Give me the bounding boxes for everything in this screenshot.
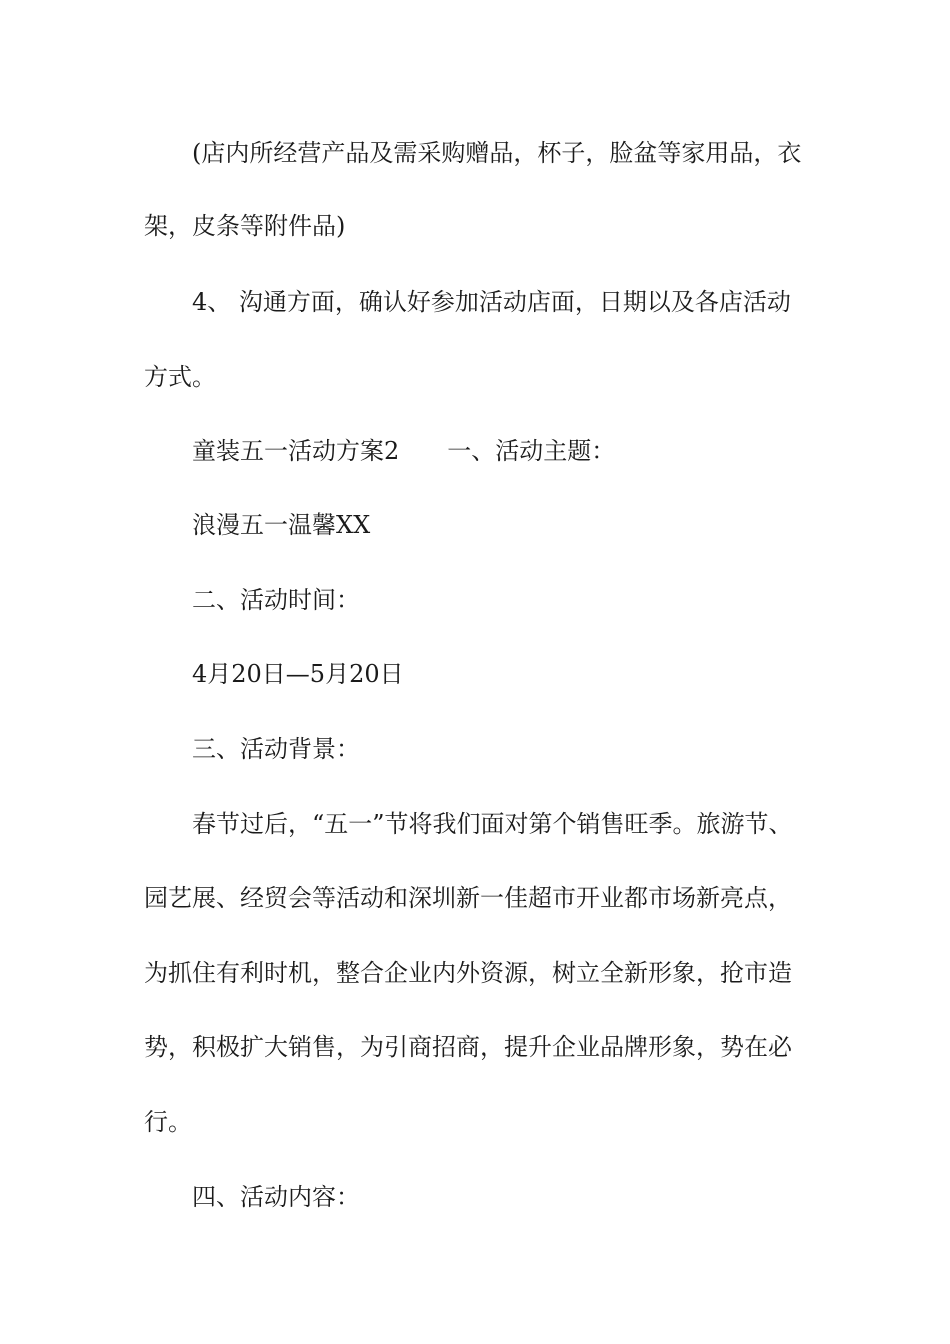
section-heading: 一、活动主题： [447,437,616,465]
paragraph-line: 园艺展、经贸会等活动和深圳新一佳超市开业都市场新亮点， [144,884,792,912]
paragraph-line: 为抓住有利时机，整合企业内外资源，树立全新形象，抢市造 [144,959,792,987]
section-heading: 二、活动时间： [192,586,360,614]
paragraph-line: 势，积极扩大销售，为引商招商，提升企业品牌形象，势在必 [144,1033,792,1061]
paragraph-line: 行。 [144,1108,192,1136]
paragraph-line: (店内所经营产品及需采购赠品，杯子，脸盆等家用品，衣 [192,139,802,167]
section-heading: 四、活动内容： [192,1183,360,1211]
date-range: 4月20日—5月20日 [192,660,404,688]
paragraph-line: 方式。 [144,363,216,391]
plan-title: 童装五一活动方案2 [192,437,400,465]
section-heading-line [192,439,615,463]
section-heading: 三、活动背景： [192,735,360,763]
paragraph-line: 春节过后，“五一”节将我们面对第个销售旺季。旅游节、 [192,810,793,838]
paragraph-line: 4、 沟通方面，确认好参加活动店面，日期以及各店活动 [192,288,791,316]
theme-text: 浪漫五一温馨XX [192,511,371,539]
paragraph-line: 架，皮条等附件品) [144,212,346,240]
